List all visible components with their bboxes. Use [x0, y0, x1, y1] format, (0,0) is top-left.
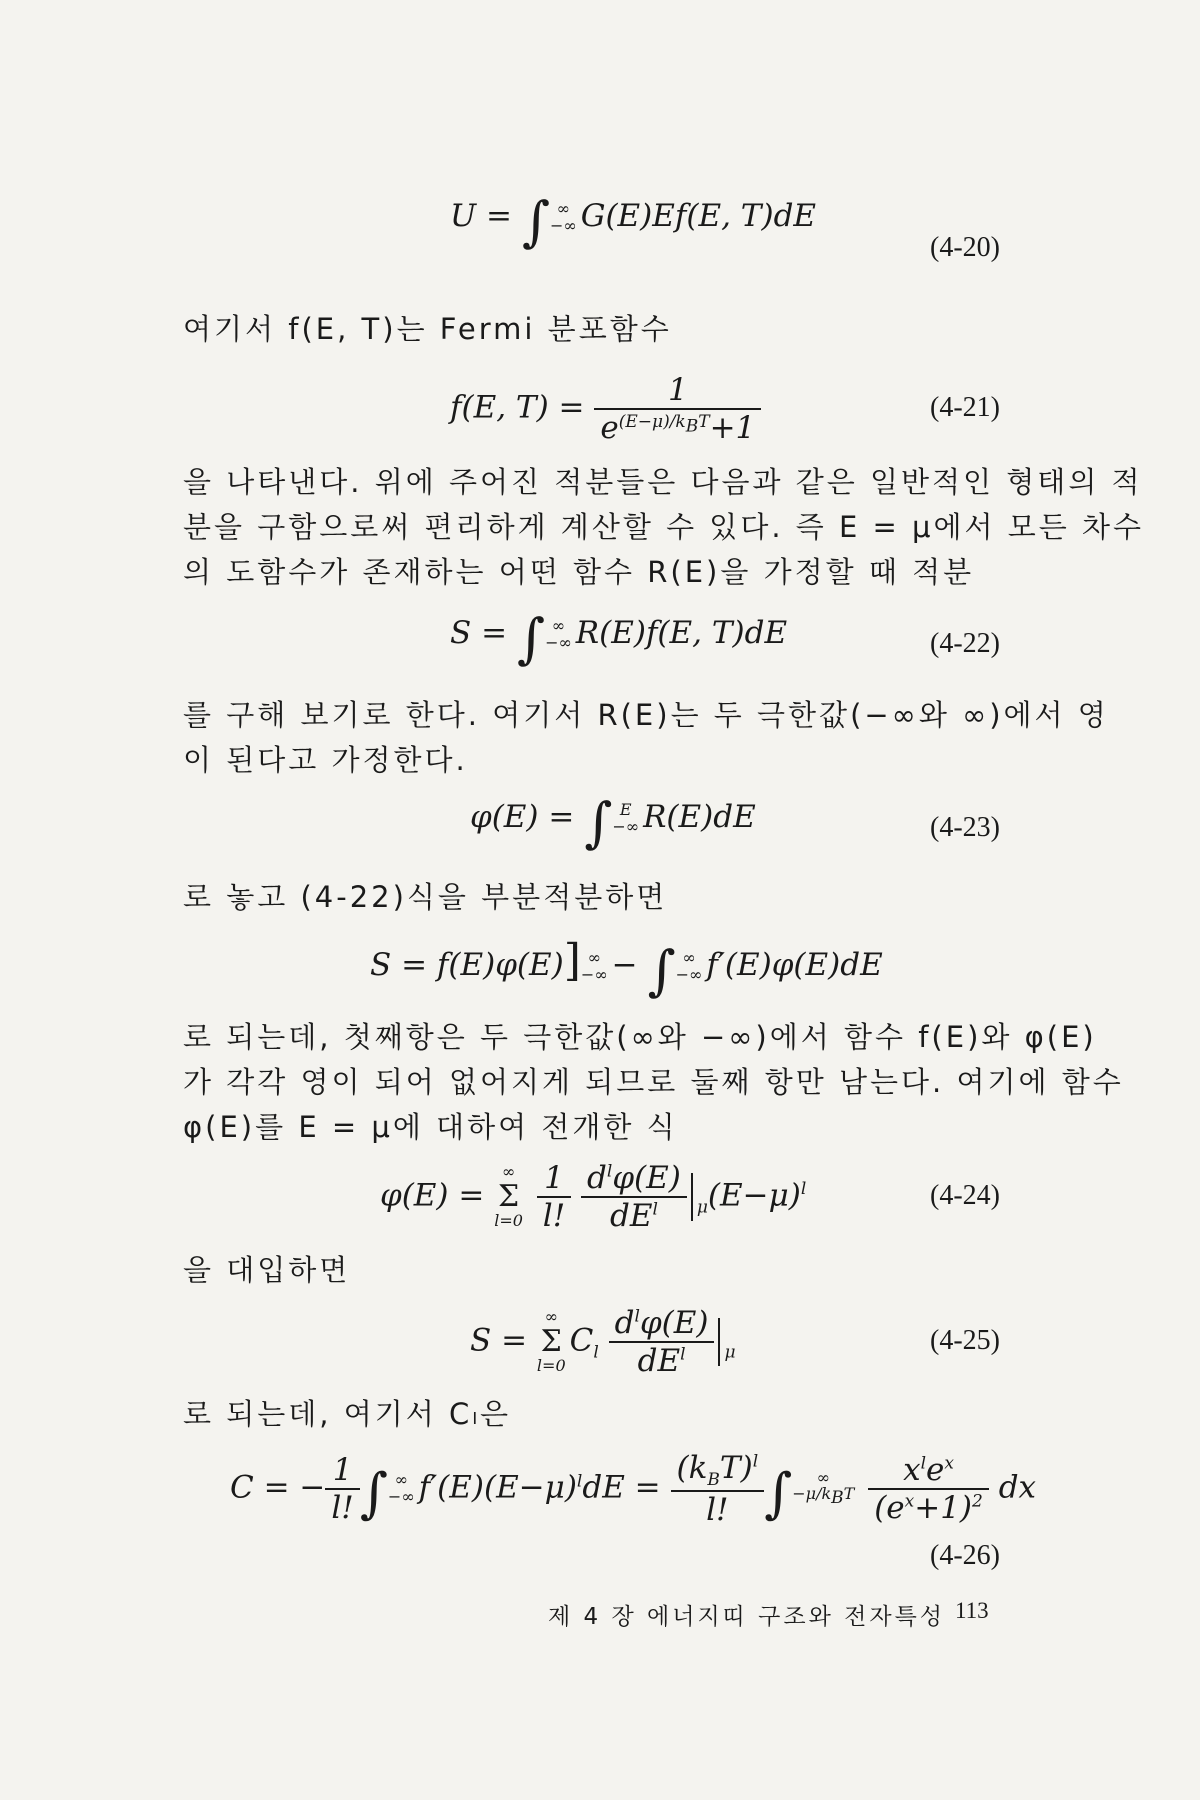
- equation-4-20: U = ∫ ∞ −∞ G(E)Ef(E, T)dE: [450, 190, 817, 253]
- running-footer-chapter: 제 4 장 에너지띠 구조와 전자특성: [548, 1604, 946, 1630]
- equation-4-23: φ(E) = ∫ E −∞ R(E)dE: [470, 791, 756, 854]
- equation-4-26: C = − $\frac{1}{l!}$ ∫ ∞ −∞ $f'(E)(E-\mu)^ldE$ = $\frac{(k_BT)^l}{l!}$ ∫ ∞ $-\mu/k_BT$ $\frac{x^le^x}{(e^x+1)^2}$ dx: [230, 1450, 1037, 1529]
- paragraph-text: 분을 구함으로써 편리하게 계산할 수 있다. 즉 E = μ에서 모든 차수: [183, 510, 1145, 544]
- equation-number: (4-22): [930, 628, 1000, 659]
- equation-number: (4-26): [930, 1540, 1000, 1571]
- paragraph-text: 로 되는데, 첫째항은 두 극한값(∞와 −∞)에서 함수 f(E)와 φ(E): [183, 1020, 1097, 1054]
- equation-number: (4-20): [930, 232, 1000, 263]
- equation-by-parts: S = f(E)φ(E)] ∞ −∞ − ∫ ∞ −∞ f′(E)φ(E)dE: [370, 935, 883, 1002]
- paragraph-text: φ(E)를 E = μ에 대하여 전개한 식: [183, 1110, 678, 1144]
- paragraph-text: 이 된다고 가정한다.: [183, 743, 468, 777]
- page-number: 113: [955, 1598, 989, 1623]
- equation-4-22: S = ∫ ∞ −∞ R(E)f(E, T)dE: [450, 607, 788, 670]
- paragraph-text: 의 도함수가 존재하는 어떤 함수 R(E)을 가정할 때 적분: [183, 555, 975, 589]
- equation-4-21: f(E, T) = $\frac{1}{e^{(E-\mu)/k_BT}+1}$: [450, 372, 761, 446]
- equation-number: (4-25): [930, 1325, 1000, 1356]
- equation-4-25: S = ∞ Σ $l=0C_l$ $\frac{d^l\varphi(E)}{dE^l}$ $_\mu$: [470, 1305, 736, 1379]
- paragraph-text: 가 각각 영이 되어 없어지게 되므로 둘째 항만 남는다. 여기에 함수: [183, 1065, 1124, 1099]
- paragraph-text: 을 대입하면: [183, 1253, 351, 1287]
- equation-number: (4-24): [930, 1180, 1000, 1211]
- paragraph-text: 여기서 f(E, T)는 Fermi 분포함수: [183, 312, 672, 346]
- paragraph-text: 을 나타낸다. 위에 주어진 적분들은 다음과 같은 일반적인 형태의 적: [183, 465, 1143, 499]
- paragraph-text: 로 되는데, 여기서 Cₗ은: [183, 1397, 512, 1431]
- paragraph-text: 로 놓고 (4-22)식을 부분적분하면: [183, 880, 668, 914]
- equation-number: (4-23): [930, 812, 1000, 843]
- equation-4-24: φ(E) = ∞ Σ l=0 $\frac{1}{l!}$ $\frac{d^l\varphi(E)}{dE^l}$ $_\mu(E-\mu)^l$: [380, 1160, 807, 1234]
- equation-number: (4-21): [930, 392, 1000, 423]
- paragraph-text: 를 구해 보기로 한다. 여기서 R(E)는 두 극한값(−∞와 ∞)에서 영: [183, 698, 1109, 732]
